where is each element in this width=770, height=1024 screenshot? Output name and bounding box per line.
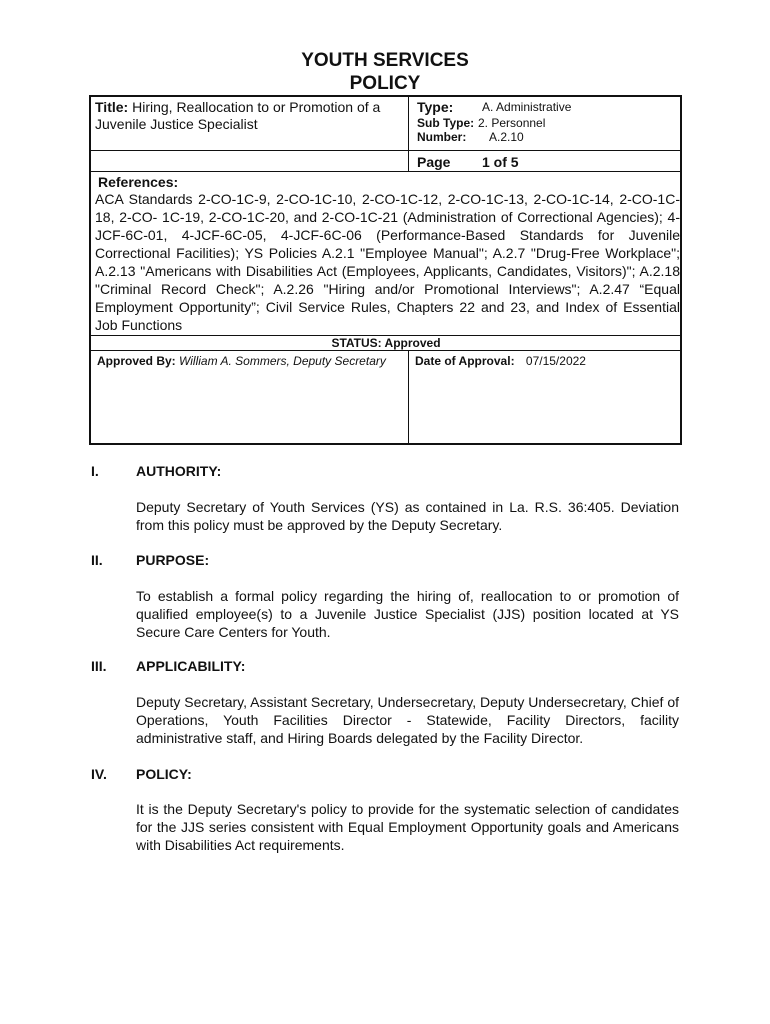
table-divider (408, 96, 409, 172)
number-value: A.2.10 (489, 130, 524, 144)
table-divider (408, 350, 409, 444)
document-title-line1: YOUTH SERVICES (301, 50, 469, 71)
date-of-approval-cell (415, 354, 586, 369)
table-divider (90, 171, 681, 172)
policy-title-text: Hiring, Reallocation to or Promotion of a Juvenile Justice Specialist (95, 99, 381, 132)
section-number: III. (91, 658, 107, 674)
approved-by-cell (97, 354, 407, 369)
page-label: Page (417, 154, 451, 170)
section-number: I. (91, 463, 99, 479)
references-text: ACA Standards 2-CO-1C-9, 2-CO-1C-10, 2-CO-1C-12, 2-CO-1C-13, 2-CO-1C-14, 2-CO-1C-18, 2-CO- 1C-19, 2-CO-1C-20, and 2-CO-1C-21 (Administration of Correctional Agencies); 4-JCF-6C-01, 4-JCF-6C-05, 4-JCF-6C-06 (Performance-Based Standards for Juvenile Correctional Facilities); YS Policies A.2.1 "Employee Manual"; A.2.7 "Drug-Free Workplace"; A.2.13 "Americans with Disabilities Act (Employees, Applicants, Candidates, Visitors)"; A.2.18 "Criminal Record Check"; A.2.26 "Hiring and/or Promotional Interviews"; A.2.47 “Equal Employment Opportunity”; Civil Service Rules, Chapters 22 and 23, and Index of Essential Job Functions (95, 191, 680, 333)
section-number: II. (91, 552, 103, 568)
section-heading-applicability: APPLICABILITY: (136, 658, 246, 674)
page-value: 1 of 5 (482, 154, 519, 170)
approved-by-value: William A. Sommers, Deputy Secretary (179, 354, 386, 368)
number-label: Number: (417, 130, 467, 144)
approved-by-label: Approved By: (97, 354, 176, 368)
section-heading-authority: AUTHORITY: (136, 463, 222, 479)
policy-title-cell (95, 99, 405, 133)
policy-title-label: Title: (95, 99, 129, 115)
status-text: STATUS: Approved (331, 336, 441, 350)
section-body-policy: It is the Deputy Secretary's policy to provide for the systematic selection of candidates for the JJS series consistent with Equal Employment Opportunity goals and Americans with Disabilities Act requirements. (136, 801, 679, 853)
date-of-approval-value: 07/15/2022 (525, 354, 586, 368)
subtype-label: Sub Type: (417, 116, 475, 130)
section-body-applicability: Deputy Secretary, Assistant Secretary, Undersecretary, Deputy Undersecretary, Chief of Operations, Youth Facilities Director - Statewide, Facility Directors, facility administrative staff, and Hiring Boards delegated by the Facility Director. (136, 694, 679, 746)
section-body-authority: Deputy Secretary of Youth Services (YS) as contained in La. R.S. 36:405. Deviation from this policy must be approved by the Deputy Secretary. (136, 499, 679, 533)
type-label: Type: (417, 99, 454, 115)
section-heading-purpose: PURPOSE: (136, 552, 210, 568)
table-divider (90, 150, 681, 151)
references-label: References: (98, 174, 179, 190)
type-value: A. Administrative (482, 100, 572, 114)
date-of-approval-label: Date of Approval: (415, 354, 515, 368)
subtype-value: 2. Personnel (478, 116, 546, 130)
document-title-line2: POLICY (349, 73, 421, 94)
section-heading-policy: POLICY: (136, 766, 192, 782)
section-number: IV. (91, 766, 107, 782)
section-body-purpose: To establish a formal policy regarding the hiring of, reallocation to or promotion of qualified employee(s) to a Juvenile Justice Specialist (JJS) position located at YS Secure Care Centers for Youth. (136, 588, 679, 640)
